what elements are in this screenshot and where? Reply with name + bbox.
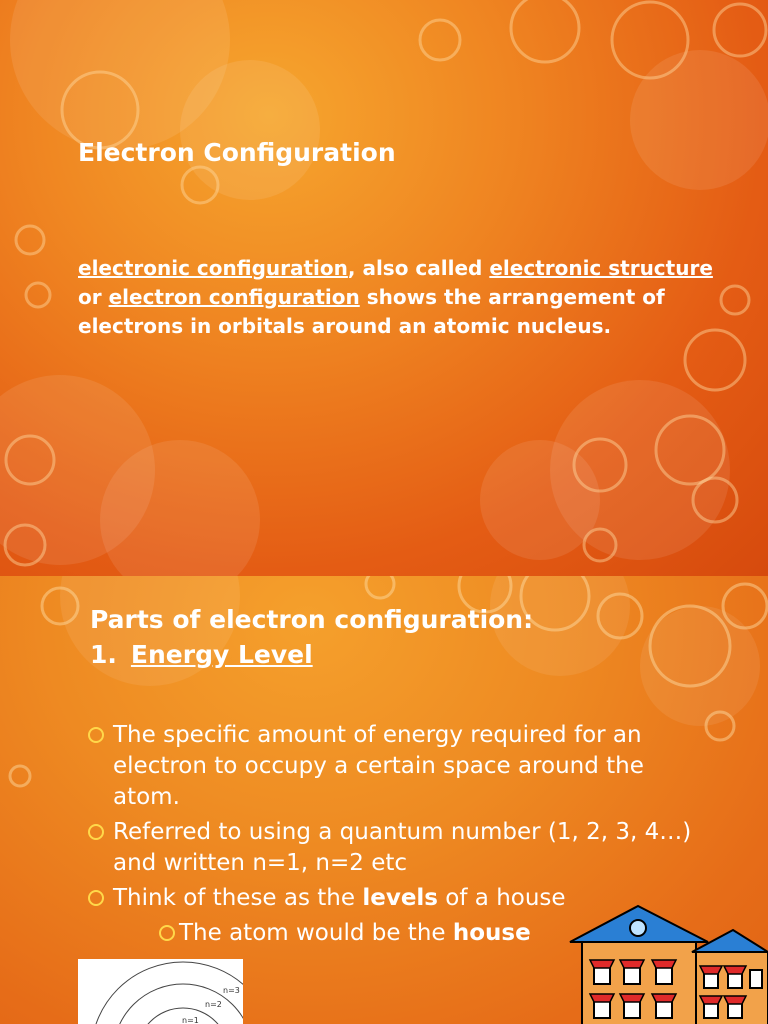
sub-bullet-item: The atom would be the house [86, 918, 706, 949]
bullet-circle-icon [159, 925, 175, 941]
bullet-circle-icon [88, 727, 104, 743]
body-text-1: , also called [347, 256, 490, 280]
bullet-item: The specific amount of energy required for an electron to occupy a certain space around the atom. [86, 720, 706, 813]
bullet-circle-icon [88, 890, 104, 906]
bullet-item: Think of these as the levels of a house [86, 883, 706, 914]
term-electronic-structure[interactable]: electronic structure [489, 256, 713, 280]
slide-parts-of-electron-configuration [0, 576, 768, 1024]
energy-level-diagram [78, 959, 243, 1024]
label-n1: n=1 [182, 1016, 199, 1024]
subtitle-energy-level[interactable]: Energy Level [130, 640, 313, 669]
slide-title: Electron Configuration [78, 138, 396, 167]
house-icon [568, 902, 768, 1024]
body-text-3: shows the arrangement of electrons in orbitals around an atomic nucleus. [78, 285, 665, 338]
bullet-circle-icon [88, 824, 104, 840]
slide-title [90, 602, 533, 672]
body-text-2: or [78, 285, 109, 309]
term-electronic-configuration[interactable]: electronic configuration [78, 256, 348, 280]
title-line: Parts of electron configuration: [90, 605, 534, 634]
label-n2: n=2 [205, 1000, 222, 1009]
term-electron-configuration[interactable]: electron configuration [108, 285, 360, 309]
definition-paragraph [78, 254, 718, 341]
list-number: 1. [90, 640, 117, 669]
label-n3: n=3 [223, 986, 240, 995]
bullet-item: Referred to using a quantum number (1, 2, 3, 4…) and written n=1, n=2 etc [86, 817, 706, 879]
